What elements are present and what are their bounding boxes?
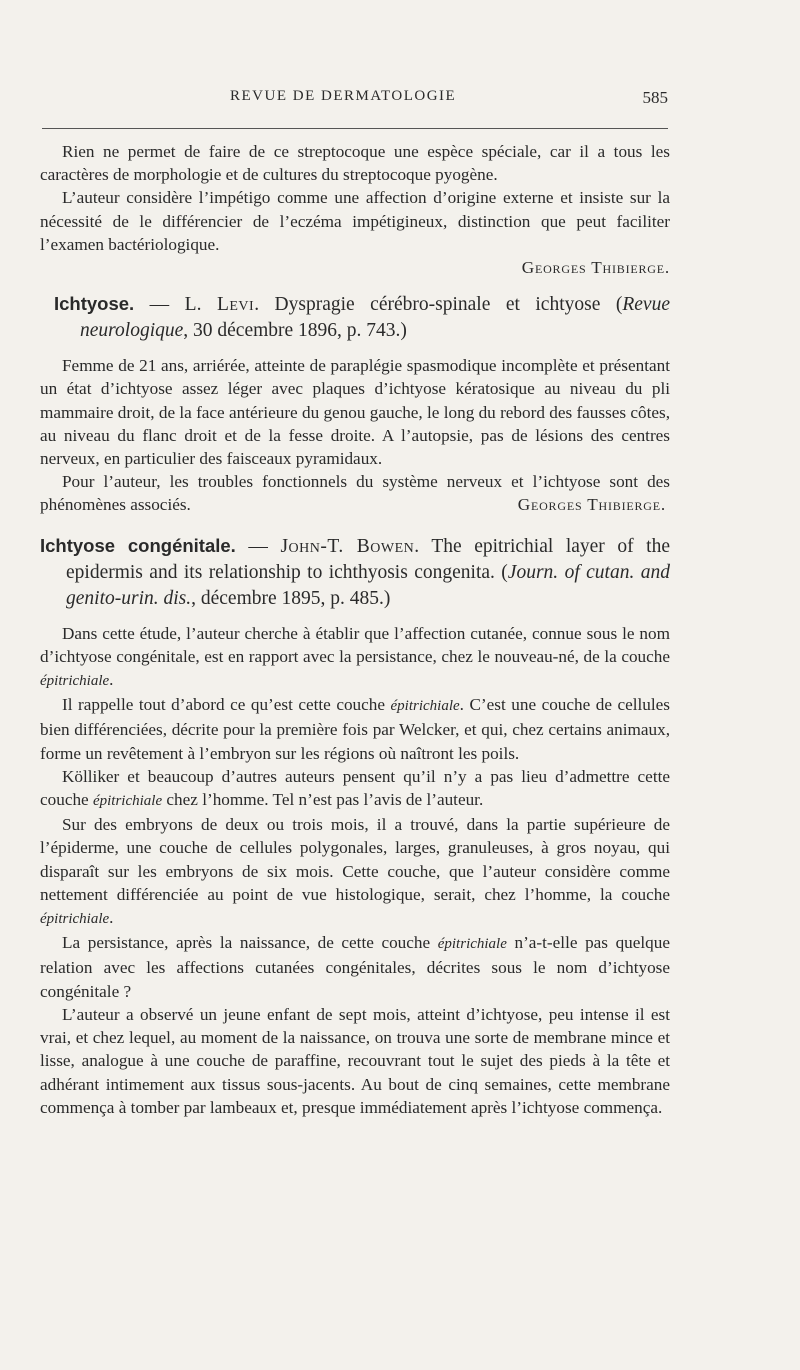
paragraph: Rien ne permet de faire de ce streptocoque une espèce spéciale, car il a tous les caractères de morphologie et de cultures du streptocoque pyogène. xyxy=(40,142,670,185)
article-heading: Ichtyose. — L. Levi. Dyspragie cérébro-spinale et ichtyose (Revue neurologique, 30 décembre 1896, p. 743.) xyxy=(54,293,670,342)
paragraph: La persistance, après la naissance, de cette couche épitrichiale n’a-t-elle pas quelque relation avec les affections cutanées congénitales, décrites sous le nom d’ichtyose congénitale ? xyxy=(40,933,670,1001)
paragraph: L’auteur a observé un jeune enfant de sept mois, atteint d’ichtyose, peu intense il est vrai, et chez lequel, au moment de la naissance, on trouva une sorte de membrane mince et lisse, analogue à une couche de paraffine, recouvrant tout le sujet des pieds à la tête et adhérant intimement aux tissus sous-jacents. Au bout de cinq semaines, cette membrane commença à tomber par lambeaux et, presque immédiatement après l’ichtyose commença. xyxy=(40,1004,670,1117)
article-author: John-T. Bowen xyxy=(280,535,415,557)
article-heading: Ichtyose congénitale. — John-T. Bowen. The epitrichial layer of the epidermis and its relationship to ichthyosis congenita. (Journ. of cutan. and genito-urin. dis., décembre 1895, p. 485.) xyxy=(40,534,670,609)
paragraph: Femme de 21 ans, arriérée, atteinte de paraplégie spasmodique incomplète et présentant un état d’ichtyose assez léger avec plaques d’ichtyose kératosique au niveau du pli mammaire droit, de la face antérieure du genou gauche, le long du rebord des fausses côtes, au niveau du flanc droit et de la fesse droite. A l’autopsie, pas de lésions des centres nerveux, en particulier des faisceaux pyramidaux. xyxy=(40,356,670,469)
paragraph: Il rappelle tout d’abord ce qu’est cette couche épitrichiale. C’est une couche de cellules bien différenciées, décrite pour la première fois par Welcker, et qui, chez certains animaux, forme un revêtement à l’embryon sur les régions où naîtront les poils. xyxy=(40,695,670,763)
article-keyword: Ichtyose congénitale. xyxy=(40,534,236,556)
paragraph: Kölliker et beaucoup d’autres auteurs pensent qu’il n’y a pas lieu d’admettre cette couche épitrichiale chez l’homme. Tel n’est pas l’avis de l’auteur. xyxy=(40,766,670,810)
paragraph: Sur des embryons de deux ou trois mois, il a trouvé, dans la partie supérieure de l’épiderme, une couche de cellules polygonales, larges, granuleuses, à gros noyau, qui disparaît sur les embryons de six mois. Cette couche, que l’auteur considère comme nettement différenciée au point de vue histologique, serait, chez l’homme, la couche épitrichiale. xyxy=(40,815,670,928)
journal-name: Revue neurologique xyxy=(80,294,670,342)
article-keyword: Ichtyose. xyxy=(54,293,135,315)
signature: Georges Thibierge. xyxy=(521,258,670,278)
body-text xyxy=(40,140,670,1119)
running-title: REVUE DE DERMATOLOGIE xyxy=(230,88,457,104)
article-reference: , décembre 1895, p. 485.) xyxy=(191,587,391,609)
article-title: . Dyspragie cérébro-spinale et ichtyose ( xyxy=(254,294,623,316)
page-number: 585 xyxy=(642,88,668,107)
article-author: Levi xyxy=(216,294,255,316)
journal-name: Journ. of cutan. and genito-urin. dis. xyxy=(66,561,670,609)
article-reference: , 30 décembre 1896, p. 743.) xyxy=(183,320,407,342)
article-title: . The epitrichial layer of the epidermis and its relationship to ichthyosis congenita. ( xyxy=(66,535,670,583)
paragraph: Dans cette étude, l’auteur cherche à établir que l’affection cutanée, connue sous le nom d’ichtyose congénitale, est en rapport avec la persistance, chez le nouveau-né, de la couche épitrichiale. xyxy=(40,623,670,690)
signature: Georges Thibierge. xyxy=(517,495,666,515)
paragraph: L’auteur considère l’impétigo comme une affection d’origine externe et insiste sur la nécessité de le différencier de l’eczéma impétigineux, distinction que peut faciliter l’examen bactériologique. xyxy=(40,188,670,254)
header-rule xyxy=(42,128,668,129)
page-header xyxy=(40,88,668,114)
paragraph: Pour l’auteur, les troubles fonctionnels du système nerveux et l’ichtyose sont des phénomènes associés. Georges Thibierge. xyxy=(40,470,670,516)
